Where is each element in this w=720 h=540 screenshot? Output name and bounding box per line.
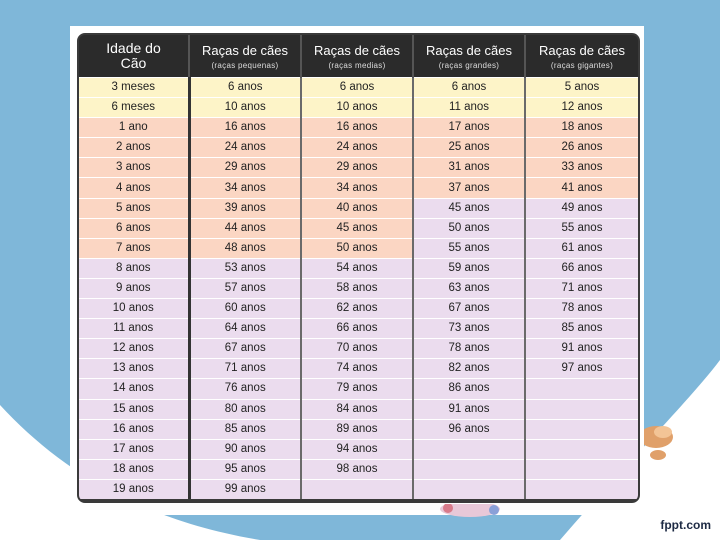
human-age-cell bbox=[413, 479, 525, 499]
table-row bbox=[79, 258, 638, 278]
age-cell: 5 anos bbox=[79, 198, 189, 218]
human-age-cell: 39 anos bbox=[189, 198, 301, 218]
human-age-cell: 12 anos bbox=[525, 98, 638, 118]
human-age-cell: 74 anos bbox=[301, 359, 413, 379]
human-age-cell: 70 anos bbox=[301, 339, 413, 359]
age-cell: 13 anos bbox=[79, 359, 189, 379]
table-row bbox=[79, 439, 638, 459]
human-age-cell: 25 anos bbox=[413, 138, 525, 158]
human-age-cell: 26 anos bbox=[525, 138, 638, 158]
human-age-cell: 79 anos bbox=[301, 379, 413, 399]
human-age-cell: 16 anos bbox=[301, 118, 413, 138]
human-age-cell bbox=[525, 479, 638, 499]
table-row bbox=[79, 359, 638, 379]
human-age-cell: 99 anos bbox=[189, 479, 301, 499]
age-cell: 3 meses bbox=[79, 78, 189, 98]
human-age-cell: 91 anos bbox=[413, 399, 525, 419]
header-small-breeds: Raças de cães (raças pequenas) bbox=[189, 35, 301, 78]
human-age-cell: 58 anos bbox=[301, 278, 413, 298]
age-cell: 12 anos bbox=[79, 339, 189, 359]
age-cell: 7 anos bbox=[79, 238, 189, 258]
age-cell: 15 anos bbox=[79, 399, 189, 419]
age-cell: 2 anos bbox=[79, 138, 189, 158]
human-age-cell: 59 anos bbox=[413, 258, 525, 278]
human-age-cell: 96 anos bbox=[413, 419, 525, 439]
human-age-cell: 94 anos bbox=[301, 439, 413, 459]
human-age-cell: 64 anos bbox=[189, 319, 301, 339]
human-age-cell: 6 anos bbox=[301, 78, 413, 98]
human-age-cell: 91 anos bbox=[525, 339, 638, 359]
human-age-cell: 80 anos bbox=[189, 399, 301, 419]
age-cell: 6 meses bbox=[79, 98, 189, 118]
table-row bbox=[79, 339, 638, 359]
dog-age-table bbox=[79, 35, 638, 499]
age-cell: 6 anos bbox=[79, 218, 189, 238]
human-age-cell bbox=[525, 459, 638, 479]
age-cell: 8 anos bbox=[79, 258, 189, 278]
human-age-cell: 89 anos bbox=[301, 419, 413, 439]
table-row bbox=[79, 459, 638, 479]
table-row bbox=[79, 78, 638, 98]
human-age-cell: 78 anos bbox=[525, 299, 638, 319]
age-cell: 16 anos bbox=[79, 419, 189, 439]
human-age-cell: 55 anos bbox=[525, 218, 638, 238]
age-cell: 14 anos bbox=[79, 379, 189, 399]
table-row bbox=[79, 138, 638, 158]
human-age-cell: 66 anos bbox=[525, 258, 638, 278]
table-row bbox=[79, 98, 638, 118]
human-age-cell bbox=[525, 379, 638, 399]
human-age-cell: 57 anos bbox=[189, 278, 301, 298]
human-age-cell: 71 anos bbox=[189, 359, 301, 379]
human-age-cell: 48 anos bbox=[189, 238, 301, 258]
human-age-cell: 67 anos bbox=[189, 339, 301, 359]
human-age-cell: 60 anos bbox=[189, 299, 301, 319]
table-row bbox=[79, 118, 638, 138]
human-age-cell: 10 anos bbox=[189, 98, 301, 118]
human-age-cell: 95 anos bbox=[189, 459, 301, 479]
human-age-cell: 6 anos bbox=[189, 78, 301, 98]
human-age-cell: 53 anos bbox=[189, 258, 301, 278]
human-age-cell: 82 anos bbox=[413, 359, 525, 379]
human-age-cell: 29 anos bbox=[301, 158, 413, 178]
human-age-cell: 24 anos bbox=[189, 138, 301, 158]
human-age-cell: 24 anos bbox=[301, 138, 413, 158]
human-age-cell: 5 anos bbox=[525, 78, 638, 98]
human-age-cell: 55 anos bbox=[413, 238, 525, 258]
human-age-cell bbox=[413, 439, 525, 459]
table-row bbox=[79, 238, 638, 258]
table-row bbox=[79, 198, 638, 218]
human-age-cell: 33 anos bbox=[525, 158, 638, 178]
age-cell: 4 anos bbox=[79, 178, 189, 198]
table-row bbox=[79, 379, 638, 399]
human-age-cell: 34 anos bbox=[301, 178, 413, 198]
human-age-cell: 45 anos bbox=[413, 198, 525, 218]
table-row bbox=[79, 419, 638, 439]
age-cell: 19 anos bbox=[79, 479, 189, 499]
human-age-cell bbox=[301, 479, 413, 499]
human-age-cell: 66 anos bbox=[301, 319, 413, 339]
header-large-breeds: Raças de cães (raças grandes) bbox=[413, 35, 525, 78]
human-age-cell: 49 anos bbox=[525, 198, 638, 218]
human-age-cell: 62 anos bbox=[301, 299, 413, 319]
age-cell: 1 ano bbox=[79, 118, 189, 138]
human-age-cell: 73 anos bbox=[413, 319, 525, 339]
table-row bbox=[79, 319, 638, 339]
human-age-cell: 50 anos bbox=[413, 218, 525, 238]
human-age-cell: 90 anos bbox=[189, 439, 301, 459]
human-age-cell: 45 anos bbox=[301, 218, 413, 238]
age-cell: 18 anos bbox=[79, 459, 189, 479]
human-age-cell bbox=[413, 459, 525, 479]
age-cell: 11 anos bbox=[79, 319, 189, 339]
age-cell: 10 anos bbox=[79, 299, 189, 319]
human-age-cell: 63 anos bbox=[413, 278, 525, 298]
human-age-cell: 85 anos bbox=[525, 319, 638, 339]
human-age-cell: 85 anos bbox=[189, 419, 301, 439]
human-age-cell: 16 anos bbox=[189, 118, 301, 138]
header-dog-age: Idade do Cão bbox=[79, 35, 189, 78]
human-age-cell bbox=[525, 399, 638, 419]
human-age-cell: 44 anos bbox=[189, 218, 301, 238]
human-age-cell: 37 anos bbox=[413, 178, 525, 198]
human-age-cell: 11 anos bbox=[413, 98, 525, 118]
human-age-cell: 41 anos bbox=[525, 178, 638, 198]
human-age-cell bbox=[525, 439, 638, 459]
human-age-cell: 98 anos bbox=[301, 459, 413, 479]
human-age-cell: 6 anos bbox=[413, 78, 525, 98]
human-age-cell: 54 anos bbox=[301, 258, 413, 278]
human-age-cell: 97 anos bbox=[525, 359, 638, 379]
human-age-cell: 50 anos bbox=[301, 238, 413, 258]
header-giant-breeds: Raças de cães (raças gigantes) bbox=[525, 35, 638, 78]
age-cell: 3 anos bbox=[79, 158, 189, 178]
table-row bbox=[79, 479, 638, 499]
age-cell: 9 anos bbox=[79, 278, 189, 298]
human-age-cell: 34 anos bbox=[189, 178, 301, 198]
dog-age-table-frame bbox=[77, 33, 640, 503]
table-header-row bbox=[79, 35, 638, 78]
table-row bbox=[79, 218, 638, 238]
human-age-cell: 40 anos bbox=[301, 198, 413, 218]
table-body bbox=[79, 78, 638, 499]
table-row bbox=[79, 299, 638, 319]
header-medium-breeds: Raças de cães (raças medias) bbox=[301, 35, 413, 78]
table-row bbox=[79, 178, 638, 198]
human-age-cell bbox=[525, 419, 638, 439]
table-row bbox=[79, 278, 638, 298]
human-age-cell: 31 anos bbox=[413, 158, 525, 178]
human-age-cell: 86 anos bbox=[413, 379, 525, 399]
human-age-cell: 71 anos bbox=[525, 278, 638, 298]
human-age-cell: 67 anos bbox=[413, 299, 525, 319]
human-age-cell: 84 anos bbox=[301, 399, 413, 419]
human-age-cell: 61 anos bbox=[525, 238, 638, 258]
table-row bbox=[79, 158, 638, 178]
human-age-cell: 76 anos bbox=[189, 379, 301, 399]
age-cell: 17 anos bbox=[79, 439, 189, 459]
table-row bbox=[79, 399, 638, 419]
human-age-cell: 29 anos bbox=[189, 158, 301, 178]
fppt-watermark: fppt.com bbox=[660, 518, 711, 532]
human-age-cell: 18 anos bbox=[525, 118, 638, 138]
human-age-cell: 78 anos bbox=[413, 339, 525, 359]
human-age-cell: 17 anos bbox=[413, 118, 525, 138]
human-age-cell: 10 anos bbox=[301, 98, 413, 118]
